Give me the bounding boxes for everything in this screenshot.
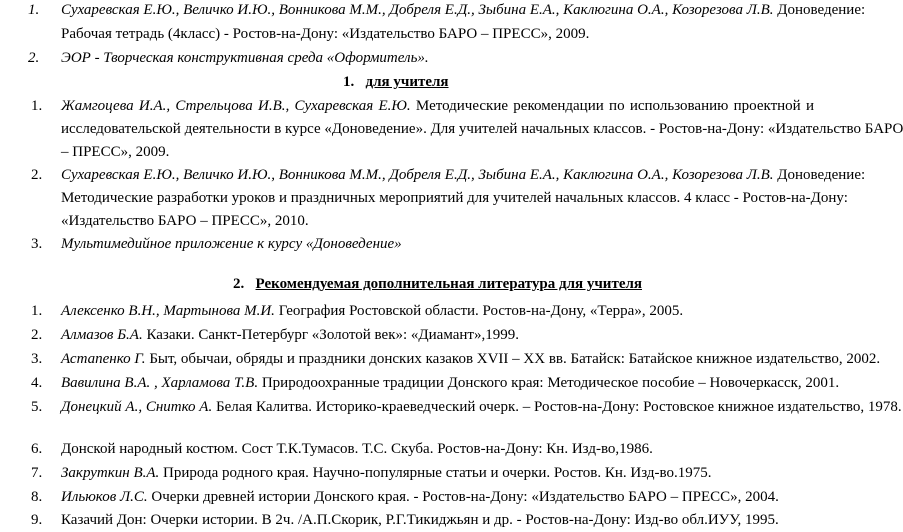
extra-item2-authors: Алмазов Б.А. [61,327,143,343]
extra-item5-title: Белая Калитва. Историко-краеведческий очерк. – Ростов-на-Дону: Ростовское книжное издательство, 1978. [212,399,902,415]
extra-item6-text [61,441,653,458]
extra-item2-title: Казаки. Санкт-Петербург «Золотой век»: «Диамант»,1999. [142,327,519,343]
teacher-item2-title: Доноведение: [773,167,866,183]
teacher-item2-authors: Сухаревская Е.Ю., Величко И.Ю., Вонникова М.М., Добреля Е.Д., Зыбина Е.А., Каклюгина О.А., Козорезова Л.В. [61,167,774,183]
extra-item1-authors: Алексенко В.Н., Мартынова М.И. [61,303,275,319]
extra-item5-text [61,399,902,416]
extra-item8-number: 8. [31,489,43,505]
extra-item4-authors: Вавилина В.А. , Харламова Т.В. [61,375,259,391]
extra-item2-number: 2. [31,327,43,343]
section-heading-teacher-title: для учителя [365,74,449,90]
extra-item9-title: Казачий Дон: Очерки истории. В 2ч. /А.П.Скорик, Р.Г.Тикиджьян и др. - Ростов-на-Дону: Изд-во обл.ИУУ, 1995. [61,512,779,528]
extra-item4-text [61,375,839,392]
teacher-item2-line3: «Издательство БАРО – ПРЕСС», 2010. [61,213,309,229]
extra-item7-text [61,465,712,482]
list1-item2-number: 2. [28,50,40,66]
extra-item1-title: География Ростовской области. Ростов-на-Дону, «Терра», 2005. [274,303,684,319]
extra-item8-authors: Ильюков Л.С. [61,489,148,505]
extra-item3-authors: Астапенко Г. [61,351,146,367]
extra-item3-title: Быт, обычаи, обряды и праздники донских казаков XVII – XX вв. Батайск: Батайское книжное издательство, 2002. [145,351,881,367]
list1-item1-title: Доноведение: [773,2,866,18]
extra-item1-number: 1. [31,303,43,319]
section-heading-extra-title: Рекомендуемая дополнительная литература для учителя [255,276,643,292]
extra-item5-number: 5. [31,399,43,415]
extra-item5-authors: Донецкий А., Снитко А. [61,399,213,415]
list1-item1-number: 1. [28,2,40,18]
extra-item6-title: Донской народный костюм. Сост Т.К.Тумасов. Т.С. Скуба. Ростов-на-Дону: Кн. Изд-во,1986. [61,441,653,457]
list1-item1-line1 [61,2,865,19]
extra-item7-title: Природа родного края. Научно-популярные статьи и очерки. Ростов. Кн. Изд-во.1975. [159,465,712,481]
teacher-item2-number: 2. [31,167,43,183]
list1-item1-authors: Сухаревская Е.Ю., Величко И.Ю., Вонникова М.М., Добреля Е.Д., Зыбина Е.А., Каклюгина О.А., Козорезова Л.В. [61,2,774,18]
extra-item8-title: Очерки древней истории Донского края. - Ростов-на-Дону: «Издательство БАРО – ПРЕСС», 2004. [147,489,779,505]
extra-item2-text [61,327,519,344]
extra-item8-text [61,489,779,506]
extra-item6-number: 6. [31,441,43,457]
teacher-item1-line3: – ПРЕСС», 2009. [61,144,170,160]
list1-item2-text: ЭОР - Творческая конструктивная среда «Оформитель». [61,50,429,66]
section-heading-extra [233,276,642,293]
teacher-item1-authors: Жамгоцева И.А., Стрельцова И.В., Сухаревская Е.Ю. [61,98,411,114]
extra-item4-title: Природоохранные традиции Донского края: Методическое пособие – Новочеркасск, 2001. [258,375,840,391]
extra-item3-number: 3. [31,351,43,367]
teacher-item1-title: Методические рекомендации по использованию проектной и [410,98,815,114]
extra-item3-text [61,351,880,368]
teacher-item2-line2: Методические разработки уроков и праздничных мероприятий для учителей начальных классов. 4 класс - Ростов-на-Дону: [61,190,848,206]
teacher-item1-line2: исследовательской деятельности в курсе «Доноведение». Для учителей начальных классов. - Ростов-на-Дону: «Издательство БАРО [61,121,903,137]
section-heading-teacher [343,74,449,91]
extra-item1-text [61,303,683,320]
teacher-item1-number: 1. [31,98,43,114]
extra-item9-number: 9. [31,512,43,528]
extra-item7-number: 7. [31,465,43,481]
teacher-item1-line1 [61,98,814,115]
teacher-item2-line1 [61,167,865,184]
section-heading-extra-number: 2. [233,276,245,292]
extra-item4-number: 4. [31,375,43,391]
extra-item9-text [61,512,779,529]
teacher-item3-text: Мультимедийное приложение к курсу «Доноведение» [61,236,402,252]
section-heading-teacher-number: 1. [343,74,355,90]
extra-item7-authors: Закруткин В.А. [61,465,160,481]
list1-item1-line2: Рабочая тетрадь (4класс) - Ростов-на-Дону: «Издательство БАРО – ПРЕСС», 2009. [61,26,590,42]
teacher-item3-number: 3. [31,236,43,252]
